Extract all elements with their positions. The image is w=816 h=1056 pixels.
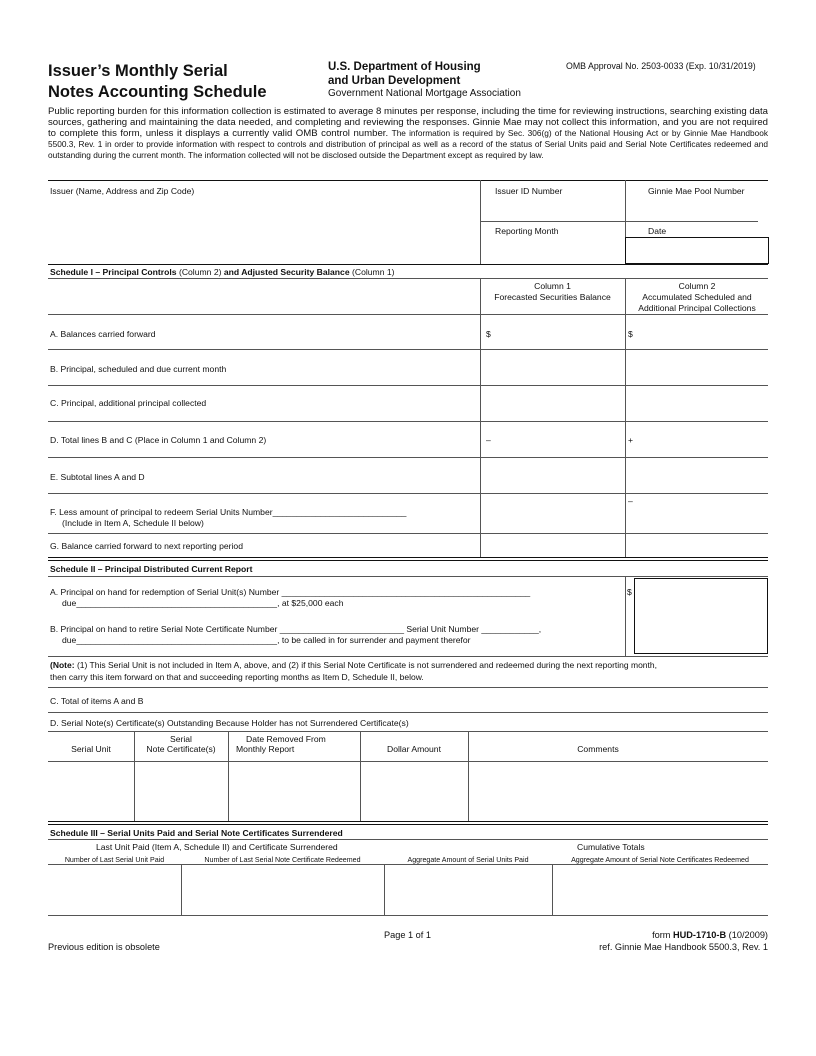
principal-on-hand-field[interactable]: [634, 578, 768, 654]
reporting-month-label: Reporting Month: [495, 226, 559, 236]
burden-text-main: Public reporting burden for this information collection is estimated to average 8 minutes per response, including the time for reviewing instructions, searching existing data sources, gathering and maintaining the data needed, and completing and reviewing the responses. Ginnie Mae may not collect this information, and you are not required to complete this form, unless it displays a currently valid OMB control number.: [48, 106, 768, 139]
row-e-label: E. Subtotal lines A and D: [50, 472, 145, 482]
item-a-line2: due__________________________________________, at $25,000 each: [62, 598, 344, 608]
col2-header-line3: Additional Principal Collections: [638, 303, 756, 313]
s3-col2-header: Number of Last Serial Note Certificate Redeemed: [204, 856, 361, 864]
department-line1: U.S. Department of Housing: [328, 61, 481, 73]
th-serial-line2: Note Certificate(s): [146, 744, 216, 754]
agency-name: Government National Mortgage Association: [328, 88, 521, 99]
form-title-line2: Notes Accounting Schedule: [48, 83, 267, 101]
row-d-col1-sign: –: [486, 435, 491, 445]
th-serial-unit: Serial Unit: [71, 744, 111, 754]
row-a-label: A. Balances carried forward: [50, 329, 156, 339]
row-d-label: D. Total lines B and C (Place in Column 1 and Column 2): [50, 435, 267, 445]
col2-header-line2: Accumulated Scheduled and: [642, 292, 752, 302]
row-d-col2-sign: +: [628, 435, 634, 445]
page-number: Page 1 of 1: [384, 930, 431, 940]
issuer-label: Issuer (Name, Address and Zip Code): [50, 186, 195, 196]
col1-header-line1: Column 1: [534, 281, 571, 291]
schedule3-title: Schedule III – Serial Units Paid and Serial Note Certificates Surrendered: [50, 828, 343, 838]
omb-approval: OMB Approval No. 2503-0033 (Exp. 10/31/2019): [566, 61, 756, 71]
item-b-line1: B. Principal on hand to retire Serial Note Certificate Number __________________________ Serial Unit Number ____________,: [50, 624, 542, 634]
schedule1-title: Schedule I – Principal Controls (Column 2) and Adjusted Security Balance (Column 1): [50, 267, 395, 277]
form-title-line1: Issuer’s Monthly Serial: [48, 62, 228, 80]
handbook-reference: ref. Ginnie Mae Handbook 5500.3, Rev. 1: [599, 942, 768, 952]
s3-col1-header: Number of Last Serial Unit Paid: [64, 856, 165, 864]
previous-edition-note: Previous edition is obsolete: [48, 942, 160, 952]
row-f-col2-sign: –: [628, 496, 633, 506]
schedule2-title: Schedule II – Principal Distributed Current Report: [50, 564, 253, 574]
date-label: Date: [648, 226, 667, 236]
schedule2-note-line2: then carry this item forward on that and succeeding reporting months as Item D, Schedule II, below.: [50, 672, 424, 682]
th-serial-line1: Serial: [170, 734, 192, 744]
pool-number-label: Ginnie Mae Pool Number: [648, 186, 745, 196]
item-c-label: C. Total of items A and B: [50, 696, 144, 706]
row-a-col2-dollar: $: [628, 329, 633, 339]
department-line2: and Urban Development: [328, 75, 461, 87]
item-d-label: D. Serial Note(s) Certificate(s) Outstanding Because Holder has not Surrendered Certificate(s): [50, 718, 409, 728]
s3-col3-header: Aggregate Amount of Serial Units Paid: [407, 856, 529, 864]
row-g-label: G. Balance carried forward to next reporting period: [50, 541, 243, 551]
th-date-line2: Monthly Report: [236, 744, 295, 754]
issuer-id-label: Issuer ID Number: [495, 186, 563, 196]
row-b-label: B. Principal, scheduled and due current month: [50, 364, 227, 374]
row-a-col1-dollar: $: [486, 329, 491, 339]
row-f-line1: F. Less amount of principal to redeem Serial Units Number____________________________: [50, 507, 407, 517]
item-a-line1: A. Principal on hand for redemption of Serial Unit(s) Number ____________________________________________________: [50, 587, 531, 597]
schedule2-note-line1: (Note: (1) This Serial Unit is not included in Item A, above, and (2) if this Serial Note Certificate is not surrendered and redeemed during the next reporting month,: [50, 660, 657, 670]
th-dollar-amount: Dollar Amount: [387, 744, 441, 754]
schedule3-group2: Cumulative Totals: [577, 842, 645, 852]
schedule2-dollar: $: [627, 587, 632, 597]
s3-col4-header: Aggregate Amount of Serial Note Certificates Redeemed: [571, 856, 749, 864]
th-date-line1: Date Removed From: [246, 734, 326, 744]
th-comments: Comments: [577, 744, 619, 754]
row-c-label: C. Principal, additional principal collected: [50, 398, 207, 408]
row-f-line2: (Include in Item A, Schedule II below): [62, 518, 204, 528]
col2-header-line1: Column 2: [678, 281, 716, 291]
schedule3-group1: Last Unit Paid (Item A, Schedule II) and Certificate Surrendered: [96, 842, 338, 852]
form-number: form HUD-1710-B (10/2009): [652, 930, 768, 940]
burden-statement: [48, 106, 768, 161]
date-field[interactable]: [625, 237, 769, 264]
burden-text-legal: The information is required by Sec. 306(g) of the National Housing Act or by Ginnie Mae Handbook 5500.3, Rev. 1 in order to provide information with respect to controls and distribution of principal as well as a record of the status of Serial Units paid and Serial Note Certificates redeemed and outstanding during the current month. The information collected will not be disclosed outside the Department except as required by law.: [48, 128, 768, 160]
col1-header-line2: Forecasted Securities Balance: [494, 292, 611, 302]
item-b-line2: due__________________________________________, to be called in for surrender and payment therefor: [62, 635, 471, 645]
